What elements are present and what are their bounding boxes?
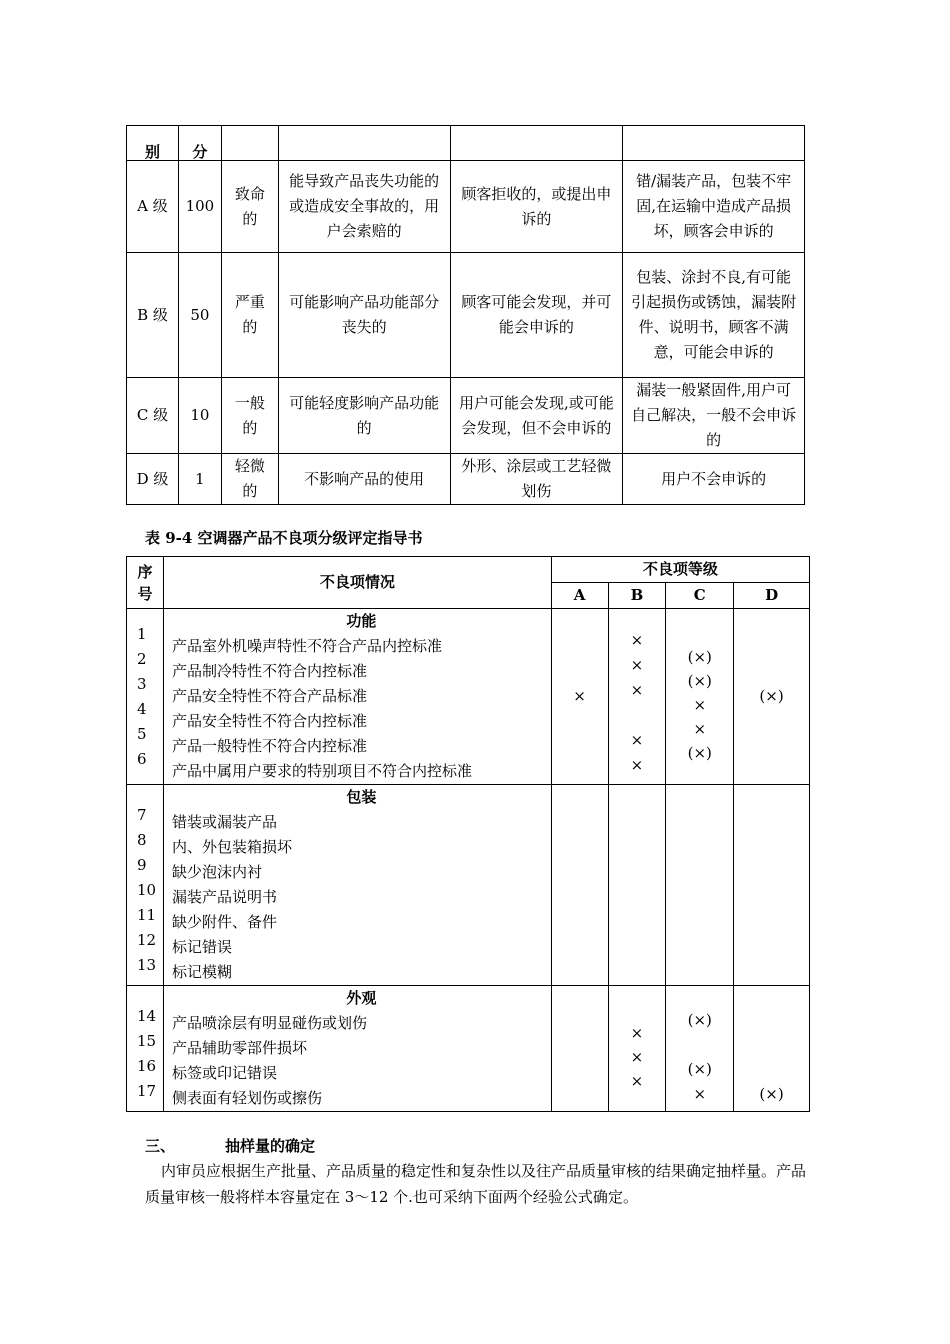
header-cell [450, 126, 623, 161]
desc-cell [163, 609, 551, 785]
defect-item: 产品室外机噪声特性不符合产品内控标准 [171, 637, 442, 655]
defect-item: 缺少泡沫内衬 [171, 863, 262, 881]
severity-cell: 致命的 [221, 161, 278, 253]
seq-cell [127, 609, 164, 785]
header-cell: 别 [127, 126, 179, 161]
grade-cell: B 级 [127, 253, 179, 378]
grade-a-cell [551, 785, 608, 986]
aircon-defect-table [126, 556, 810, 1112]
table-row [127, 454, 805, 505]
mark: × [630, 656, 644, 674]
seq-number: 9 [137, 856, 147, 874]
seq-number: 11 [137, 906, 157, 924]
section-packaging-row [127, 785, 810, 986]
score-cell: 100 [178, 161, 221, 253]
seq-number: 15 [137, 1032, 157, 1050]
grade-cell: A 级 [127, 161, 179, 253]
seq-number: 10 [137, 881, 157, 899]
defect-item: 内、外包装箱损坏 [171, 838, 292, 856]
score-cell: 1 [178, 454, 221, 505]
section-function-row [127, 609, 810, 785]
defect-item: 产品中属用户要求的特别项目不符合内控标准 [171, 762, 472, 780]
grade-a-header: A [551, 583, 608, 609]
severity-cell: 轻微的 [221, 454, 278, 505]
desc-header: 不良项情况 [163, 557, 551, 609]
defect-item: 缺少附件、备件 [171, 913, 277, 931]
header-cell [623, 126, 805, 161]
section-appearance-row [127, 986, 810, 1112]
defect-grade-table [126, 125, 805, 505]
mark: × [630, 1048, 644, 1066]
grade-c-header: C [666, 583, 734, 609]
seq-number: 3 [137, 675, 147, 693]
mark: × [630, 731, 644, 749]
score-cell: 10 [178, 378, 221, 454]
defect-item: 漏装产品说明书 [171, 888, 277, 906]
seq-number: 16 [137, 1057, 157, 1075]
grade-c-cell [666, 785, 734, 986]
table-caption: 表 9-4 空调器产品不良项分级评定指导书 [145, 529, 423, 547]
header-cell [278, 126, 450, 161]
grade-b-cell [608, 986, 666, 1112]
customer-cell: 顾客拒收的，或提出申诉的 [450, 161, 623, 253]
table-row [127, 378, 805, 454]
defect-item: 标记错误 [171, 938, 232, 956]
definition-cell: 不影响产品的使用 [278, 454, 450, 505]
section-title: 抽样量的确定 [225, 1137, 316, 1155]
definition-cell: 可能轻度影响产品功能的 [278, 378, 450, 454]
seq-number: 6 [137, 750, 147, 768]
mark: × [630, 756, 644, 774]
severity-cell: 一般的 [221, 378, 278, 454]
seq-number: 2 [137, 650, 147, 668]
defect-item: 产品制冷特性不符合内控标准 [171, 662, 367, 680]
defect-item: 侧表面有轻划伤或擦伤 [171, 1089, 322, 1107]
defect-item: 标签或印记错误 [171, 1064, 277, 1082]
grade-c-cell [666, 609, 734, 785]
grade-a-cell: × [551, 609, 608, 785]
definition-cell: 可能影响产品功能部分丧失的 [278, 253, 450, 378]
mark: (×) [687, 744, 712, 762]
section-number: 三、 [145, 1137, 176, 1155]
example-cell: 包装、涂封不良,有可能引起损伤或锈蚀，漏装附件、说明书，顾客不满意，可能会申诉的 [623, 253, 805, 378]
seq-number: 5 [137, 725, 147, 743]
example-cell: 错/漏装产品，包装不牢固,在运输中造成产品损坏，顾客会申诉的 [623, 161, 805, 253]
body-paragraph: 内审员应根据生产批量、产品质量的稳定性和复杂性以及往产品质量审核的结果确定抽样量。产品质量审核一般将样本容量定在 3～12 个.也可采纳下面两个经验公式确定。 [145, 1162, 807, 1206]
defect-item: 产品辅助零部件损坏 [171, 1039, 307, 1057]
mark: × [693, 1085, 707, 1103]
mark: (×) [687, 672, 712, 690]
desc-cell [163, 785, 551, 986]
mark: (×) [687, 1060, 712, 1078]
desc-cell [163, 986, 551, 1112]
mark: × [630, 681, 644, 699]
table-row [127, 161, 805, 253]
mark: × [630, 631, 644, 649]
seq-number: 14 [137, 1007, 157, 1025]
grade-cell: C 级 [127, 378, 179, 454]
example-cell: 用户不会申诉的 [623, 454, 805, 505]
grade-b-cell [608, 785, 666, 986]
seq-cell [127, 785, 164, 986]
mark: × [693, 696, 707, 714]
defect-item: 产品安全特性不符合内控标准 [171, 712, 367, 730]
seq-number: 12 [137, 931, 157, 949]
grade-b-cell [608, 609, 666, 785]
grade-c-cell [666, 986, 734, 1112]
seq-number: 8 [137, 831, 147, 849]
header-cell [221, 126, 278, 161]
table-header-row [127, 126, 805, 161]
seq-number: 7 [137, 806, 147, 824]
mark: (×) [759, 1085, 784, 1103]
customer-cell: 外形、涂层或工艺轻微划伤 [450, 454, 623, 505]
grade-d-header: D [734, 583, 810, 609]
severity-cell: 严重的 [221, 253, 278, 378]
defect-item: 产品一般特性不符合内控标准 [171, 737, 367, 755]
grade-d-cell [734, 785, 810, 986]
seq-number: 13 [137, 956, 157, 974]
grade-d-cell [734, 986, 810, 1112]
mark: × [630, 1072, 644, 1090]
table-header-row [127, 557, 810, 583]
score-cell: 50 [178, 253, 221, 378]
defect-item: 产品喷涂层有明显碰伤或划伤 [171, 1014, 367, 1032]
customer-cell: 用户可能会发现,或可能会发现，但不会申诉的 [450, 378, 623, 454]
mark: (×) [687, 648, 712, 666]
seq-header: 序号 [127, 557, 164, 609]
section-heading [145, 1135, 315, 1156]
defect-item: 产品安全特性不符合产品标准 [171, 687, 367, 705]
grade-a-cell [551, 986, 608, 1112]
section-title: 包装 [346, 788, 377, 806]
defect-item: 错装或漏装产品 [171, 813, 277, 831]
customer-cell: 顾客可能会发现，并可能会申诉的 [450, 253, 623, 378]
mark: × [630, 1024, 644, 1042]
seq-cell [127, 986, 164, 1112]
defect-item: 标记模糊 [171, 963, 232, 981]
mark: (×) [687, 1011, 712, 1029]
seq-number: 4 [137, 700, 147, 718]
grade-d-cell: (×) [734, 609, 810, 785]
definition-cell: 能导致产品丧失功能的或造成安全事故的，用户会索赔的 [278, 161, 450, 253]
header-cell: 分 [178, 126, 221, 161]
table-row [127, 253, 805, 378]
section-title: 功能 [346, 612, 377, 630]
grade-cell: D 级 [127, 454, 179, 505]
grade-b-header: B [608, 583, 666, 609]
mark: × [693, 720, 707, 738]
seq-number: 17 [137, 1082, 157, 1100]
example-cell: 漏装一般紧固件,用户可自己解决，一般不会申诉的 [623, 378, 805, 454]
section-title: 外观 [346, 989, 377, 1007]
grade-header: 不良项等级 [551, 557, 809, 583]
seq-number: 1 [137, 625, 147, 643]
